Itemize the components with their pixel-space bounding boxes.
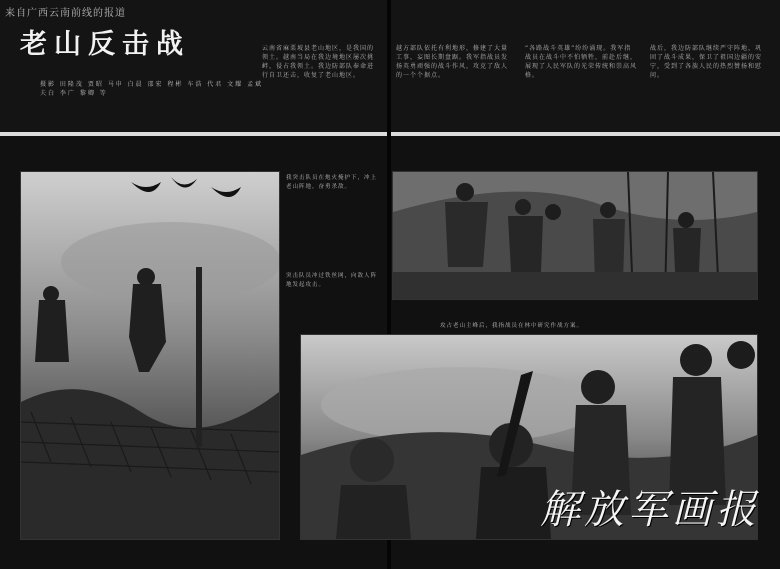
right-divider — [391, 132, 780, 136]
text-column-2: 越方部队依托有利地形，修建了大量工事，妄图长期盘踞。我军指战员发扬英勇顽强的战斗作风，攻克了敌人的一个个据点。 — [396, 45, 508, 79]
magazine-stamp: 解放军画报 — [540, 487, 760, 533]
left-divider — [0, 132, 387, 136]
caption-3: 攻占老山主峰后，我指战员在林中研究作战方案。 — [440, 323, 584, 329]
photo-assault — [20, 171, 280, 540]
text-column-4: 战后，我边防部队继续严守阵地，巩固了战斗成果，保卫了祖国边疆的安宁，受到了各族人民的热烈赞扬和慰问。 — [650, 45, 762, 79]
kicker: 来自广西云南前线的报道 — [5, 8, 126, 19]
text-column-1: 云南省麻栗坡县老山地区，是我国的领土。越南当局在我边境地区屡次挑衅，侵占我领土。我边防部队奉命进行自卫还击，收复了老山地区。 — [262, 45, 374, 79]
caption-1: 我突击队员在炮火掩护下，冲上老山阵地，奋勇杀敌。 — [286, 175, 378, 190]
photo-credits: 摄影 田隆茂 贾昭 马申 白晨 邵宏 程彬 车浩 代君 文耀 孟斌 夫白 李广 黎卿 等 — [40, 81, 264, 97]
photo-command-group — [392, 171, 758, 300]
caption-2: 突击队员冲过铁丝网，向敌人阵地发起攻击。 — [286, 273, 378, 288]
text-column-3: “各路战斗英雄”纷纷涌现。我军指战员在战斗中不怕牺牲，前赴后继，展现了人民军队的光荣传统和崇高风格。 — [525, 45, 637, 79]
page-title: 老山反击战 — [20, 29, 190, 60]
